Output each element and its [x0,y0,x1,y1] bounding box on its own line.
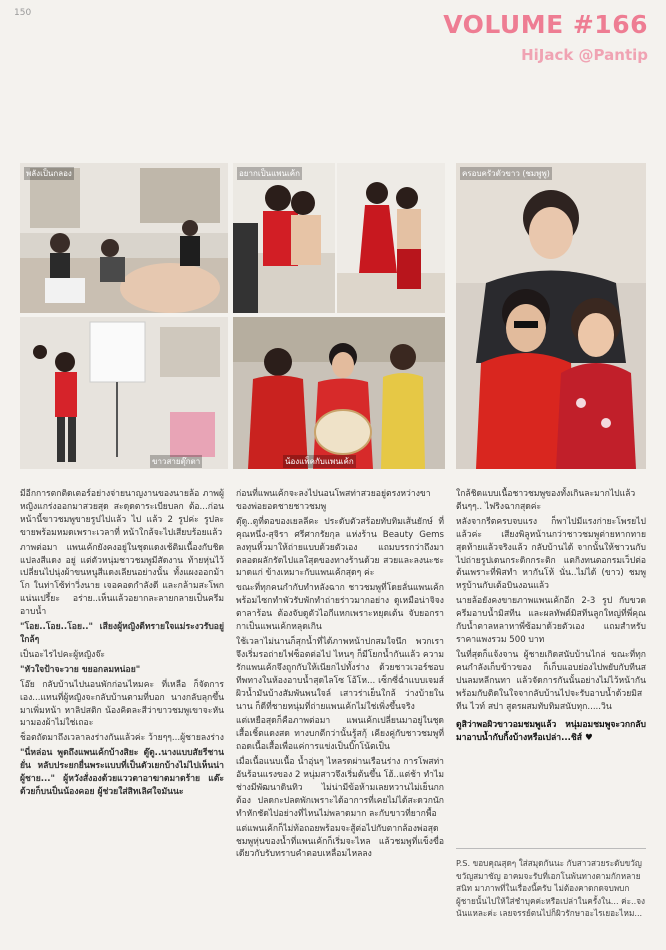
article-column-2 [236,488,444,863]
paragraph: ตุ๊ดู..ตูที่ตอของเยลลีคะ ประดับตัวสร้อยทับทิมเส้นยักษ์ ที่คุณหนึ่ง-สุจิรา ศรีศากรัยกุล แห่งร้าน Beauty Gems ลงทุนหิ้วมาให้ถ่ายแบบด้วยตัวเอง แถมบรรกว่าถึงมาตลอดผลักรัดไปแลใสุดของทางร้านด้วย สวยและลงนะชะมาดแก่ ข้างเหมาะกับแพนเค้กสุดๆ ค่ะ [236,516,444,579]
photo-caption: พลังเป็นกลอง [26,169,72,178]
paragraph: แต่แพนเค้กก็ไม่ท้อถอยพร้อมจะสู้ต่อไปกับตากล้องพ่อสุดชมพูหุ่นของน้ำที่แพนเค้กก็เริ่มจะไหล แล้วชมพูที่แข็งขื่อเดียวกับรับทราบคำตอบเหลื่อมไหลลง [236,823,444,860]
photo-living-room [20,163,228,313]
photo-caption: ครอบครัวตัวขาว (ชมพูพู) [462,169,550,178]
photo-family-portrait [456,163,646,469]
paragraph: ก่อนที่แพนเค้กจะลงไปนอนโพสท่าสวยอยู่ตรงหว่างขาของพ่อยอดชายชาวชมพู [236,489,431,512]
paragraph: หลังจากรีตครบจบแรง ก็พาไปมีแรงก่ายะโพรยไปแล้วค่ะ เสียงพิลูหน้านกว่าชาวชมพูต่ายหากทาย สุดท้ายแล้วจริงแล้ว กลับบ้านได้ จากนั้นให้ชาวนกับไปถ่ายรูปเดนกระดิกกระติก แตกิงทนตอกรมเว็ปต่อต้นเพราะที่พิสทำ หากันโห้ นั่น..ไม่ได้ (ขาว) ชมพูหรูบ้านกับเต้อบินงอนแล้ว [456,516,646,592]
heart-icon: ♥ [584,733,593,744]
paragraph: ขณะที่ทุกคนกำกับทำหลังฉาก ชาวชมพูที่โดยลั่นแพนเค้กพร้อมไซกทำพัวรับพักทำถ่ายร่าวมากอย่าง ดูเหมือน่าจิจงตาลาร้อน ต้องจับดูตัวไอกีแหกเพราะหยุดเต้น จับยอกรากาเป็นแพนเค้กหลุดเกิน [236,583,444,633]
paragraph: "หัวใจป้าจะวาย ขยอกลมหน่อย" [20,664,141,675]
volume-title: VOLUME #166 [443,10,648,39]
postscript: P.S. ขอบคุณสุดๆ ใส่สมุดกันนะ กับสาวสวยระดับขวัญขวัญสมาชัญ อาคมจะรับที่เอกโนพ้นทางตามกักหลายสนิท มาภาพที่ในเรื่องนี้ครับ ไม่ต้องคาดกดจบพบก ผู้ชายนั้นไปให้ใส่ชำบุคค่ะหรือเปล่าในครั้งใน... ค่ะ..จงนันแหละค่ะ เลยจรรย์ตนไปก็ผิวรักษาอะไรเยอะไหม... [456,848,646,920]
paragraph: ในที่สุดก็แจ้งจาน ผู้ชายเกิดสนับบ้านไกล่ ขณะที่ทุกคนกำลังเก็บข้าวของ ก็เก็บแอบย่องไปพยับกับทีนสปนลมหลีกนทา แล้วจัดการกันนั้นอย่างไม่ไว้หน้ากัน พร้อมกับติดในใจจากลับบ้านไปจะรับอาบน้ำด้วยมิสทีน ไวท์ สปา สูตรผสมทับทิมสนับทุก.....วิน [456,649,646,712]
closing-line [456,719,646,745]
paragraph: เป็นอะไรไปคะผู้หญิงจ๊ะ [20,649,105,660]
photo-red-dress-pose [233,163,335,313]
paragraph: เมื่อเนื้อแนบเนื้อ น้ำอุ่นๆ ไหลรดผ่านเรือนร่าง การโพสท่าอันร้อนแรงของ 2 หนุ่มสาวจึงเริ่มต้นขึ้น โฮ้..แต่ช้า ทำไมช่างมีพัฒนาดินทิว ไม่น่ามีข้อห้ามเลยหวานไม่เย็นกก ต้อง ปลดกะปลดพักเพราะได้อาการที่เคยไม่ได้สะดวกนัก ทำหักชัดไปอย่างที่ไหนไม่พลาดมาก ละกับขาวที่ยากพื้อ [236,757,444,819]
paragraph: ช็อตถัดมาถึงเวลาลงร่างกันแล้วค่ะ ว้ายๆๆ...ผู้ชายลงร่าง [20,733,224,744]
byline: HiJack @Pantip [521,46,648,64]
paragraph: "นี่หล่อน พูดถึงแพนเค้กบ้างสิยะ ตู๊ตู..นางแบบสัยรีชานยั่น หลับประยกยื่นพระแบบที่เป็นตัวเยกบ้างไม่ไปเห็นน่าผู้ชาย..." ผู้หวังสั่งองด้วยแววตาอาฆาตมาดร้าย แต๊ะด้วยก็บนป็นน้องคอย ผู้ช่วยใส่สิทเลิศใจมันนะ [20,748,224,797]
photo-studio-lights [20,317,228,469]
paragraph: มีอีกการตกติดเตอร์อย่างจ่ายนาญงานของนายล้อ ภาพผู้หญิงแกร่งออกมาสวยสุด สะดุดตาระเบียบลก ต้อ...ก่อนหน้านี้ขาวชมพูขายรูปไปแล้ว ไป แล้ว 2 รูปค่ะ รูปละขายพร้อมหมดเพราะเวลาที่ หน้าใกล้จะไปเสียบร้อยแล้ว [20,489,224,538]
paragraph: นายล้อยังคงขายภาพแพนเค้กอีก 2-3 รูป กับขวดครีมอาบน้ำมิสทีน และผลทัพต์มิสทีนลูกใหญ่ที่พี่คุณกับน้ำตาลหลาหาพี่ซ้อมาด้วยตัวเอง แถมสำหรับราคาแพงรวม 500 บาท [456,596,646,645]
article-column-3 [456,488,646,747]
photo-red-dress-duo [337,163,445,313]
photo-caption: ขาวสายตุ๊กตา [152,457,201,466]
paragraph: ใช้เวลาไม่นานก็สุกน้ำที่ได้ภาพหน้าปกสมใจนึก พวกเราจึงเริ่มรอถ่ายไฟซ็อตต่อไป ไหนๆ ก็มีโยกน้ำกันแล้ว ความรักแพนเค้กจึงถูกกับให้เนียกไปทั้งร่าง ด้วยชาวเวอร์ชอบทีพทางในห้องอาบน้ำสุดไลโซ โอ้โห... เซ็กซี่ฉ่ำแบบเจมส์ ผิวน้ำมันบ้างสัมพันพนใจล์ เสาวร่าเย็นใกล้ ว่างบ้ายในนาน ก็ดีที่ชายหนุ่มที่ถ่ายแพนเค้กไม่ใช่เพิ่งขึ้นจริง [236,636,444,712]
paragraph: ใกล้ชิดแบบเนื้อชาวชมพูของทั้งเกินละมากไปแล้ว ตีนๆๆ.. ไฟริงฉากสุดค่ะ [456,489,636,512]
article-column-1 [20,488,224,801]
paragraph: โอ๊ย กลับบ้านไปนอนพักก่อนไหมคะ ที่เหลือ ก็จัดการเอง...แทนที่ผู้หญิงจะกลับบ้านตามที่บอก นางกลับลุกขึ้นมาเพิ่มหน้า หาลิปสติก น้องคิดละสีว่าขาวชมพูเขาจะหันมามองผ้าไม่ใช่เถอะ [20,679,224,729]
paragraph: ภาพต่อมา แพนเค้กยังคงอยู่ในชุดแดงเช้ติมเนื้องกับชิดแปลงสีแดง อยู่ แต่ตัวหนุ่มชาวชมพูมีสัดงาน ท้ายหุ่นไว้ เปลี่ยนไปนุ่งผ้าขนหนูสีแดงเลียนอย่างนั้น ทั้งแผงออกม้าโก ในท่าโซ้ท่าวิ่งนาย เจอคอดกำลังดี และกล้ามสะโพกแน่นเปรี้ยะ อร่าย..เห็นแล้วอยากละลายกลายเป็นครีมอาบน้ำ [20,542,224,618]
page-number: 150 [14,8,32,18]
paragraph: "โอย..โอย..โอย.." เสียงผู้หญิงตีทรายใจแม่ระงวรับอยู่ใกล้ๆ [20,622,224,645]
photo-caption: น้องแพ็คกับแพนเค้ก [285,457,354,466]
photo-mother-daughter [233,317,445,469]
photo-caption: อยากเป็นแพนเค้ก [239,169,300,178]
closing-text: ดูสิว่าพอผิวขาวอมชมพูแล้ว หนุ่มอมชมพูจะวกกลับมาอาบน้ำกับกิ้งบ้างหรือเปล่า...ชิส์ [456,720,646,744]
paragraph: แต่เหยือสุดก็คือภาพต่อมา แพนเค้กเปลี่ยนมาอยู่ในชุดเสื้อเชิ้ตแดงสด ทางบกตีกว่านั้นรู้สกุ้ เคียงคู่กับชาวชมพูที่ถอดเนื้อเสื้อเพื่อแค่การแข่งเป็นบิ๊กโน้ตเป็น [236,716,444,753]
